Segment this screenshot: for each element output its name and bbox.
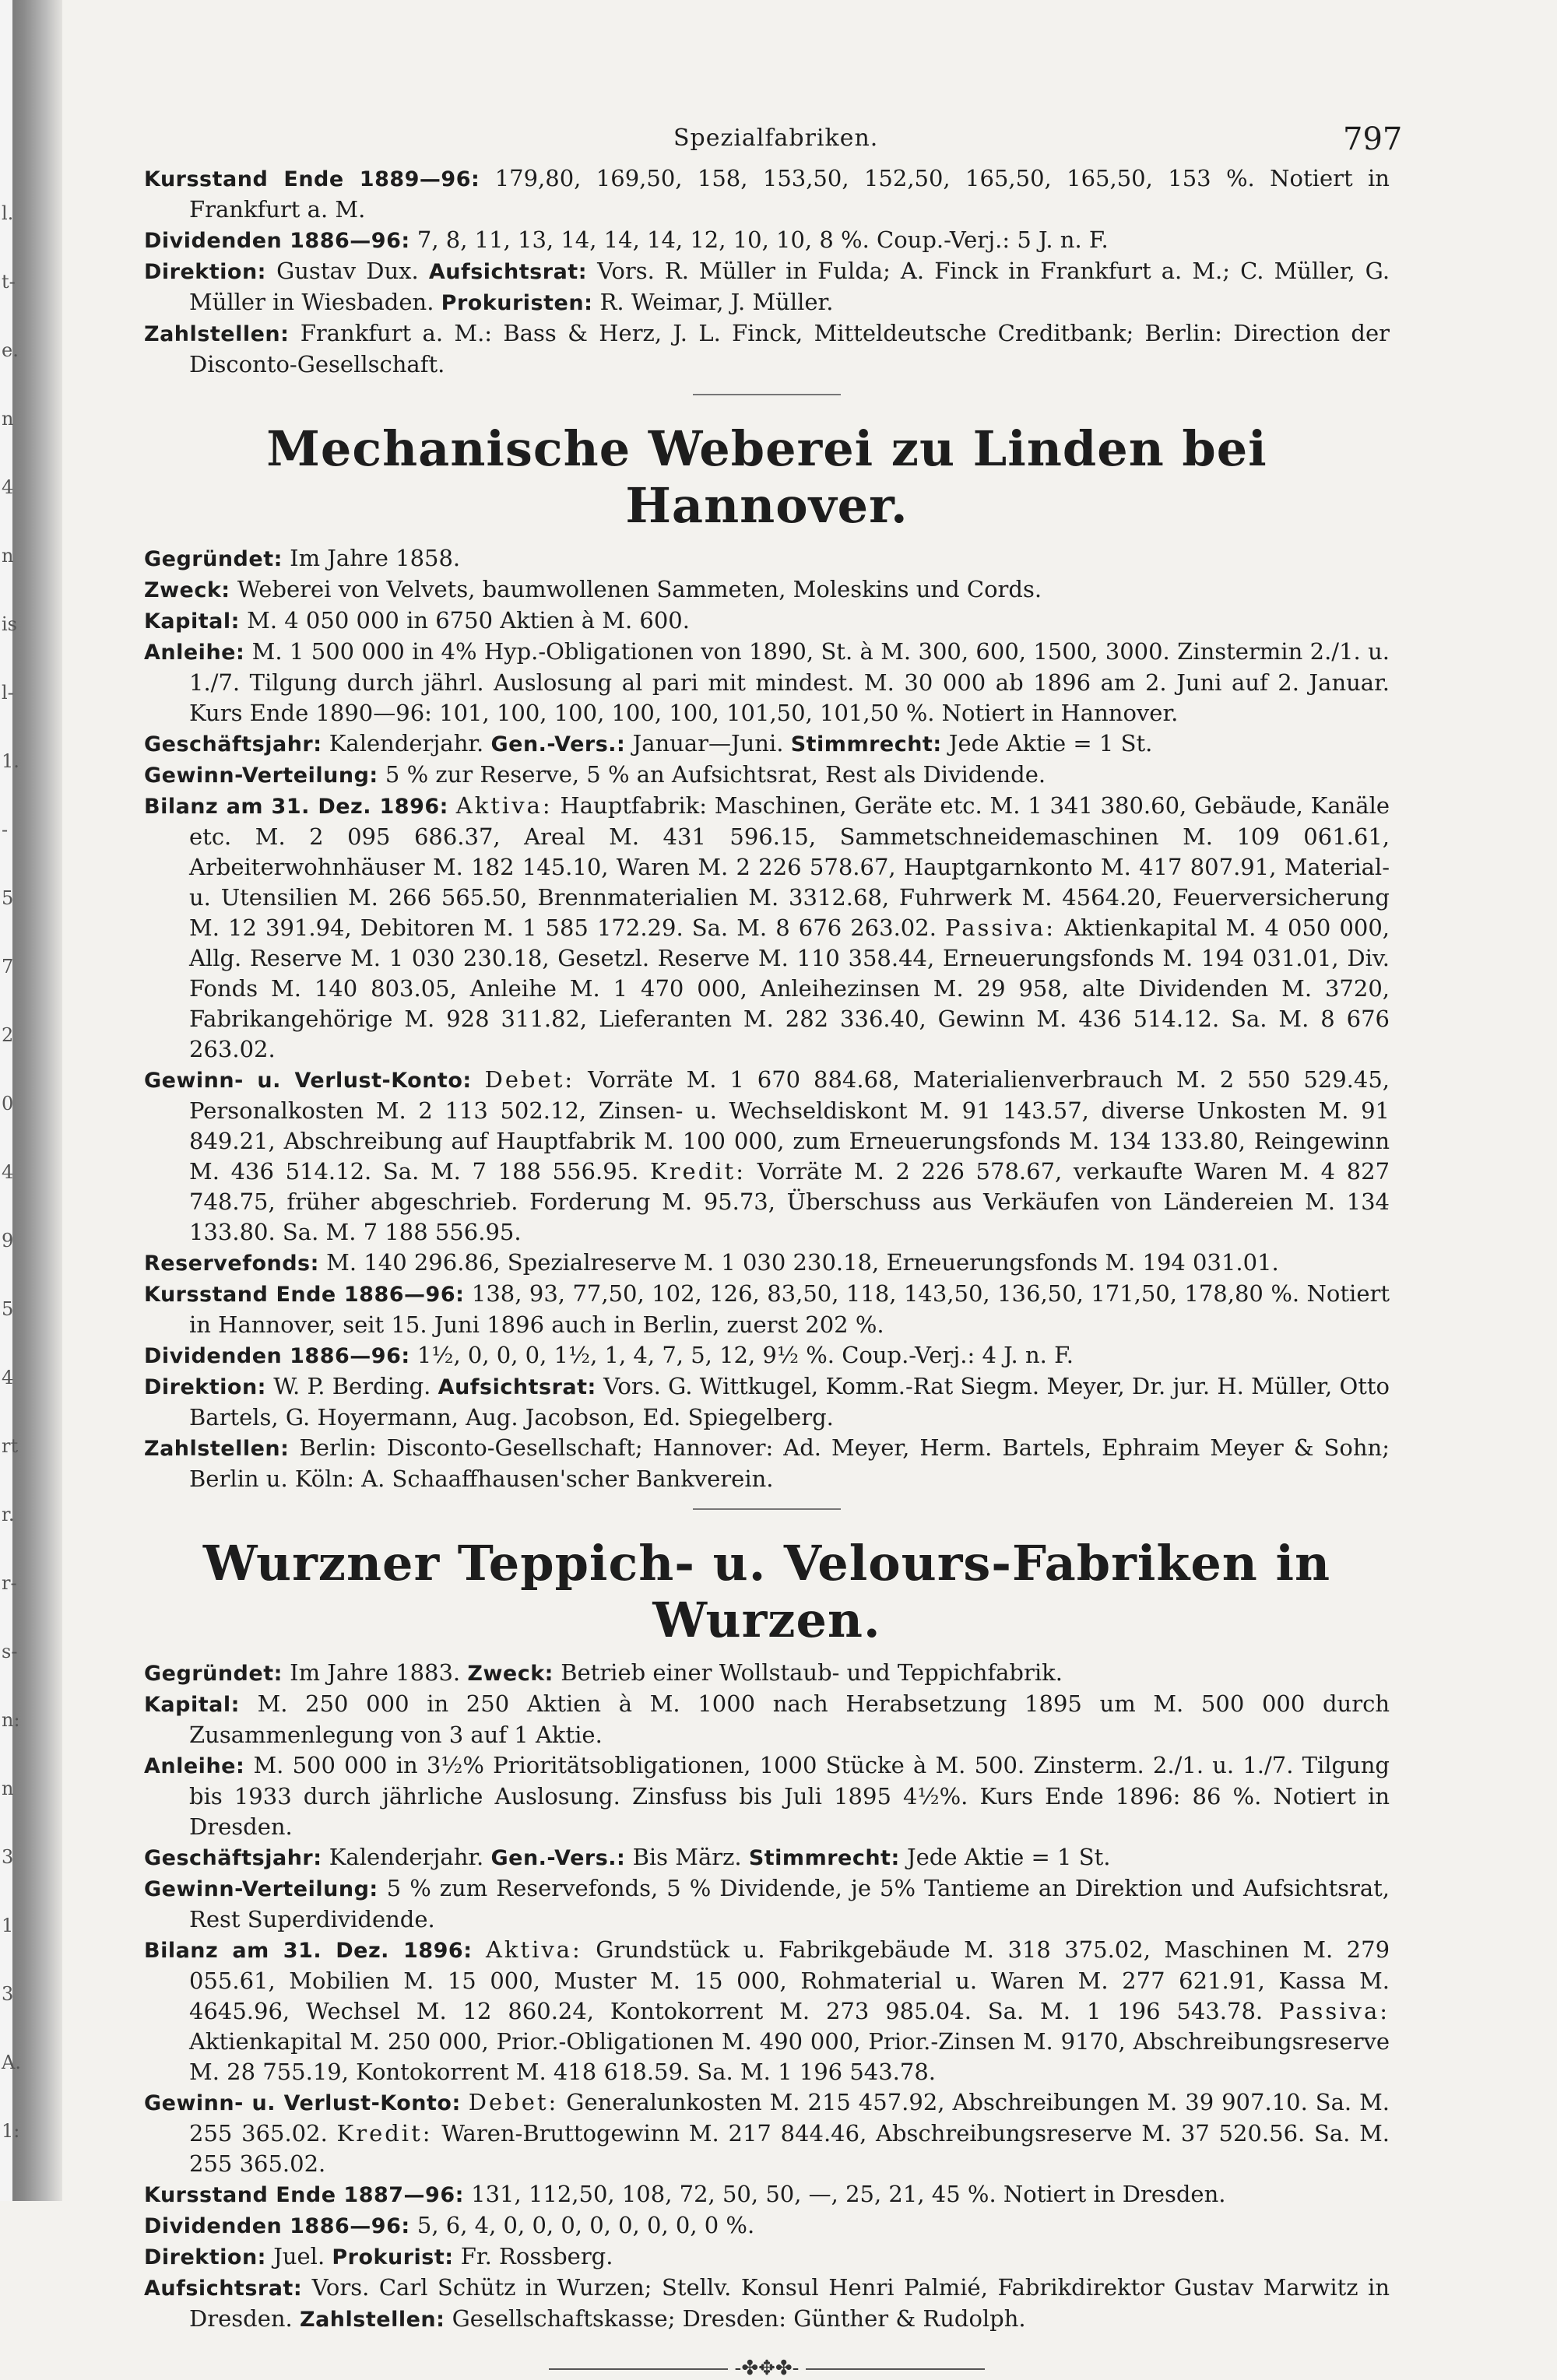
margin-glyph: n	[2, 408, 14, 430]
margin-glyph: 1.	[2, 750, 19, 772]
kursstand-line: Kursstand Ende 1886—96: 138, 93, 77,50, 102, 126, 83,50, 118, 143,50, 136,50, 171,50, 178,80 %. Notiert in Hannover, seit 15. Juni 1896 auch in Berlin, zuerst 202 %.	[144, 1280, 1390, 1338]
dividenden-line: Dividenden 1886—96: 5, 6, 4, 0, 0, 0, 0, 0, 0, 0, 0 %.	[144, 2212, 755, 2238]
margin-glyph: n:	[2, 1709, 20, 1731]
margin-glyph: 4	[2, 1161, 14, 1183]
margin-glyph: e.	[2, 339, 19, 361]
kapital-line: Kapital: M. 250 000 in 250 Aktien à M. 1000 nach Herabsetzung 1895 um M. 500 000 durch Zusammenlegung von 3 auf 1 Aktie.	[144, 1690, 1390, 1748]
margin-glyph: n	[2, 1778, 14, 1799]
margin-glyph: 2	[2, 1024, 14, 1046]
margin-glyph: l.	[2, 202, 14, 224]
guv-line: Gewinn- u. Verlust-Konto: Debet: Vorräte M. 1 670 884.68, Materialienverbrauch M. 2 550 529.45, Personalkosten M. 2 113 502.12, Zinsen- u. Wechseldiskont M. 91 143.57, diverse Unkosten M. 91 849.21, Abschreibung auf Hauptfabrik M. 100 000, zum Erneuerungsfonds M. 134 133.80, Reingewinn M. 436 514.12. Sa. M. 7 188 556.95. Kredit: Vorräte M. 2 226 578.67, verkaufte Waren M. 4 827 748.75, früher abgeschrieb. Forderung M. 95.73, Überschuss aus Verkäufen von Ländereien M. 134 133.80. Sa. M. 7 188 556.95.	[144, 1066, 1390, 1245]
margin-glyph: A.	[2, 2052, 21, 2073]
page-header	[144, 117, 1403, 163]
zweck-line: Zweck: Weberei von Velvets, baumwollenen Sammeten, Moleskins und Cords.	[144, 576, 1042, 602]
section-divider	[693, 1508, 841, 1510]
margin-glyph: 7	[2, 956, 14, 978]
company-entry	[144, 1658, 1390, 2335]
ornament-glyph: -✤✥✤-	[734, 2357, 800, 2380]
kursstand-line: Kursstand Ende 1887—96: 131, 112,50, 108, 72, 50, 50, —, 25, 21, 45 %. Notiert in Dresden.	[144, 2181, 1226, 2207]
margin-glyph: is	[2, 613, 17, 635]
previous-page-margin	[0, 0, 21, 2201]
running-title: Spezialfabriken.	[673, 125, 879, 152]
zahlstellen-line: Zahlstellen: Frankfurt a. M.: Bass & Herz, J. L. Finck, Mitteldeutsche Creditbank; Berlin: Direction der Disconto-Gesellschaft.	[144, 320, 1390, 377]
aufsichtsrat-line: Aufsichtsrat: Vors. Carl Schütz in Wurzen; Stellv. Konsul Henri Palmié, Fabrikdirektor Gustav Marwitz in Dresden. Zahlstellen: Gesellschaftskasse; Dresden: Günther & Rudolph.	[144, 2274, 1390, 2332]
page-content	[144, 117, 1403, 2380]
zahlstellen-line: Zahlstellen: Berlin: Disconto-Gesellschaft; Hannover: Ad. Meyer, Herm. Bartels, Ephraim Meyer & Sohn; Berlin u. Köln: A. Schaaffhausen'scher Bankverein.	[144, 1434, 1390, 1492]
company-entry	[144, 543, 1390, 1494]
margin-glyph: 1	[2, 1915, 14, 1936]
margin-glyph: t-	[2, 271, 16, 293]
reservefonds-line: Reservefonds: M. 140 296.86, Spezialreserve M. 1 030 230.18, Erneuerungsfonds M. 194 031.01.	[144, 1249, 1279, 1276]
margin-glyph: 4	[2, 1367, 14, 1388]
geschaeftsjahr-line: Geschäftsjahr: Kalenderjahr. Gen.-Vers.: Januar—Juni. Stimmrecht: Jede Aktie = 1 St.	[144, 730, 1153, 756]
dividenden-line: Dividenden 1886—96: 7, 8, 11, 13, 14, 14, 14, 12, 10, 10, 8 %. Coup.-Verj.: 5 J. n. F.	[144, 226, 1109, 253]
gegruendet-line: Gegründet: Im Jahre 1883. Zweck: Betrieb einer Wollstaub- und Teppichfabrik.	[144, 1659, 1063, 1686]
company-title: Wurzner Teppich- u. Velours-Fabriken in Wurzen.	[202, 1535, 1331, 1648]
kursstand-line: Kursstand Ende 1889—96: 179,80, 169,50, 158, 153,50, 152,50, 165,50, 165,50, 153 %. Notiert in Frankfurt a. M.	[144, 165, 1390, 223]
page-number: 797	[1343, 121, 1403, 157]
ornament-rule-left	[549, 2368, 728, 2370]
gewinnverteilung-line: Gewinn-Verteilung: 5 % zum Reservefonds, 5 % Dividende, je 5% Tantieme an Direktion und Aufsichtsrat, Rest Superdividende.	[144, 1875, 1390, 1932]
margin-glyph: 1:	[2, 2120, 20, 2142]
direktion-line: Direktion: Juel. Prokurist: Fr. Rossberg.	[144, 2243, 613, 2269]
margin-glyph: 3	[2, 1983, 14, 2005]
direktion-line: Direktion: Gustav Dux. Aufsichtsrat: Vors. R. Müller in Fulda; A. Finck in Frankfurt a. M.; C. Müller, G. Müller in Wiesbaden. Prokuristen: R. Weimar, J. Müller.	[144, 258, 1390, 315]
gewinnverteilung-line: Gewinn-Verteilung: 5 % zur Reserve, 5 % an Aufsichtsrat, Rest als Dividende.	[144, 761, 1046, 788]
margin-glyph: 3	[2, 1846, 14, 1868]
margin-glyph: r.	[2, 1504, 15, 1525]
anleihe-line: Anleihe: M. 1 500 000 in 4% Hyp.-Obligationen von 1890, St. à M. 300, 600, 1500, 3000. Zinstermin 2./1. u. 1./7. Tilgung durch jährl. Auslosung al pari mit mindest. M. 30 000 ab 1896 am 2. Juni auf 2. Januar. Kurs Ende 1890—96: 101, 100, 100, 100, 100, 101,50, 101,50 %. Notiert in Hannover.	[144, 638, 1390, 726]
anleihe-line: Anleihe: M. 500 000 in 3½% Prioritätsobligationen, 1000 Stücke à M. 500. Zinsterm. 2./1. u. 1./7. Tilgung bis 1933 durch jährliche Auslosung. Zinsfuss bis Juli 1895 4½%. Kurs Ende 1896: 86 %. Notiert in Dresden.	[144, 1752, 1390, 1840]
guv-line: Gewinn- u. Verlust-Konto: Debet: Generalunkosten M. 215 457.92, Abschreibungen M. 39 907.10. Sa. M. 255 365.02. Kredit: Waren-Bruttogewinn M. 217 844.46, Abschreibungsreserve M. 37 520.56. Sa. M. 255 365.02.	[144, 2089, 1390, 2177]
margin-glyph: 0	[2, 1093, 14, 1115]
margin-glyph: -	[2, 819, 9, 841]
margin-glyph: 9	[2, 1230, 14, 1251]
margin-glyph: r-	[2, 1572, 17, 1594]
direktion-line: Direktion: W. P. Berding. Aufsichtsrat: Vors. G. Wittkugel, Komm.-Rat Siegm. Meyer, Dr. jur. H. Müller, Otto Bartels, G. Hoyermann, Aug. Jacobson, Ed. Spiegelberg.	[144, 1373, 1390, 1430]
section-divider	[693, 394, 841, 395]
margin-glyph: 5	[2, 1298, 14, 1320]
gegruendet-line: Gegründet: Im Jahre 1858.	[144, 545, 461, 571]
bilanz-line: Bilanz am 31. Dez. 1896: Aktiva: Grundstück u. Fabrikgebäude M. 318 375.02, Maschinen M. 279 055.61, Mobilien M. 15 000, Muster M. 15 000, Rohmaterial u. Waren M. 277 621.91, Kassa M. 4645.96, Wechsel M. 12 860.24, Kontokorrent M. 273 985.04. Sa. M. 1 196 543.78. Passiva: Aktienkapital M. 250 000, Prior.-Obligationen M. 490 000, Prior.-Zinsen M. 9170, Abschreibungsreserve M. 28 755.19, Kontokorrent M. 418 618.59. Sa. M. 1 196 543.78.	[144, 1936, 1390, 2085]
margin-glyph: s-	[2, 1641, 18, 1662]
dividenden-line: Dividenden 1886—96: 1½, 0, 0, 0, 1½, 1, 4, 7, 5, 12, 9½ %. Coup.-Verj.: 4 J. n. F.	[144, 1342, 1074, 1368]
geschaeftsjahr-line: Geschäftsjahr: Kalenderjahr. Gen.-Vers.: Bis März. Stimmrecht: Jede Aktie = 1 St.	[144, 1844, 1111, 1870]
margin-glyph: 5	[2, 887, 14, 909]
margin-glyph: 4	[2, 476, 14, 498]
margin-glyph: rt	[2, 1435, 19, 1457]
bilanz-line: Bilanz am 31. Dez. 1896: Aktiva: Hauptfabrik: Maschinen, Geräte etc. M. 1 341 380.60, Gebäude, Kanäle etc. M. 2 095 686.37, Areal M. 431 596.15, Sammetschneidemaschinen M. 109 061.61, Arbeiterwohnhäuser M. 182 145.10, Waren M. 2 226 578.67, Hauptgarnkonto M. 417 807.91, Material- u. Utensilien M. 266 565.50, Brennmaterialien M. 3312.68, Fuhrwerk M. 4564.20, Feuerversicherung M. 12 391.94, Debitoren M. 1 585 172.29. Sa. M. 8 676 263.02. Passiva: Aktienkapital M. 4 050 000, Allg. Reserve M. 1 030 230.18, Gesetzl. Reserve M. 110 358.44, Erneuerungsfonds M. 194 031.01, Div. Fonds M. 140 803.05, Anleihe M. 1 470 000, Anleihezinsen M. 29 958, alte Dividenden M. 3720, Fabrikangehörige M. 928 311.82, Lieferanten M. 282 336.40, Gewinn M. 436 514.12. Sa. M. 8 676 263.02.	[144, 792, 1390, 1062]
ornament-rule-right	[806, 2368, 985, 2370]
company-title: Mechanische Weberei zu Linden bei Hannover.	[266, 420, 1267, 534]
end-ornament	[144, 2357, 1390, 2380]
previous-entry	[144, 163, 1390, 380]
kapital-line: Kapital: M. 4 050 000 in 6750 Aktien à M. 600.	[144, 607, 690, 634]
margin-glyph: n	[2, 545, 14, 567]
margin-glyph: l-	[2, 682, 14, 704]
